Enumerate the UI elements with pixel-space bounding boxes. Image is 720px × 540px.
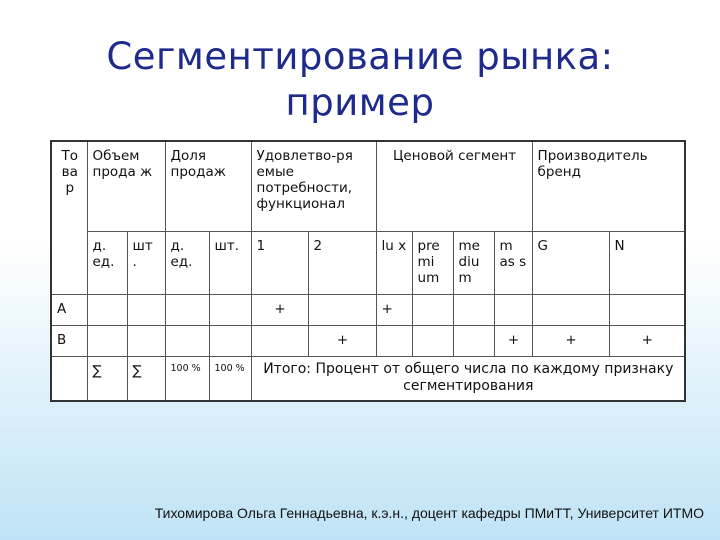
table-cell — [609, 295, 685, 326]
table-row — [51, 326, 685, 357]
summary-total-note: Итого: Процент от общего числа по каждому признаку сегментирования — [251, 357, 685, 402]
table-cell — [165, 295, 209, 326]
table-cell — [165, 326, 209, 357]
header-volume: Объем прода ж — [87, 141, 165, 232]
subheader-cell: шт. — [209, 232, 251, 295]
subheader-cell: lu x — [376, 232, 412, 295]
table-cell — [453, 326, 494, 357]
table-header-row — [51, 141, 685, 232]
header-brand: Производитель бренд — [532, 141, 685, 232]
subheader-cell: д. ед. — [165, 232, 209, 295]
subheader-cell: шт . — [127, 232, 165, 295]
table-cell — [308, 295, 376, 326]
subheader-cell: 2 — [308, 232, 376, 295]
subheader-cell: N — [609, 232, 685, 295]
header-satisfaction: Удовлетво-ря емые потребности, функционал — [251, 141, 376, 232]
table-cell — [209, 326, 251, 357]
table-cell — [494, 295, 532, 326]
table-cell — [209, 295, 251, 326]
table-cell: + — [376, 295, 412, 326]
table-cell — [87, 326, 127, 357]
table-cell — [453, 295, 494, 326]
summary-sum-volume-units: ∑ — [127, 357, 165, 402]
slide-title-line-1: Сегментирование рынка: — [106, 35, 614, 78]
subheader-cell: 1 — [251, 232, 308, 295]
header-product: То ва р — [51, 141, 87, 295]
table-cell — [127, 326, 165, 357]
row-label: В — [51, 326, 87, 357]
table-row — [51, 295, 685, 326]
table-cell — [412, 295, 453, 326]
table-cell — [532, 295, 609, 326]
segmentation-table — [50, 140, 686, 402]
header-price-segment: Ценовой сегмент — [376, 141, 532, 232]
header-share: Доля продаж — [165, 141, 251, 232]
slide-title-line-2: пример — [285, 81, 435, 124]
subheader-cell: m as s — [494, 232, 532, 295]
table-cell — [251, 326, 308, 357]
table-cell — [87, 295, 127, 326]
subheader-cell: д. ед. — [87, 232, 127, 295]
table-cell — [127, 295, 165, 326]
subheader-cell: G — [532, 232, 609, 295]
summary-pct-share-money: 100 % — [165, 357, 209, 402]
table-cell — [376, 326, 412, 357]
subheader-cell: me diu m — [453, 232, 494, 295]
table-cell: + — [532, 326, 609, 357]
subheader-cell: pre mi um — [412, 232, 453, 295]
table-subheader-row — [51, 232, 685, 295]
summary-sum-volume-money: ∑ — [87, 357, 127, 402]
table-cell: + — [308, 326, 376, 357]
summary-empty-cell — [51, 357, 87, 402]
slide-title — [0, 34, 720, 126]
table-cell: + — [251, 295, 308, 326]
summary-pct-share-units: 100 % — [209, 357, 251, 402]
slide-footer: Тихомирова Ольга Геннадьевна, к.э.н., доцент кафедры ПМиТТ, Университет ИТМО — [154, 505, 704, 521]
table-cell: + — [494, 326, 532, 357]
row-label: А — [51, 295, 87, 326]
table-summary-row — [51, 357, 685, 402]
table-cell — [412, 326, 453, 357]
table-cell: + — [609, 326, 685, 357]
